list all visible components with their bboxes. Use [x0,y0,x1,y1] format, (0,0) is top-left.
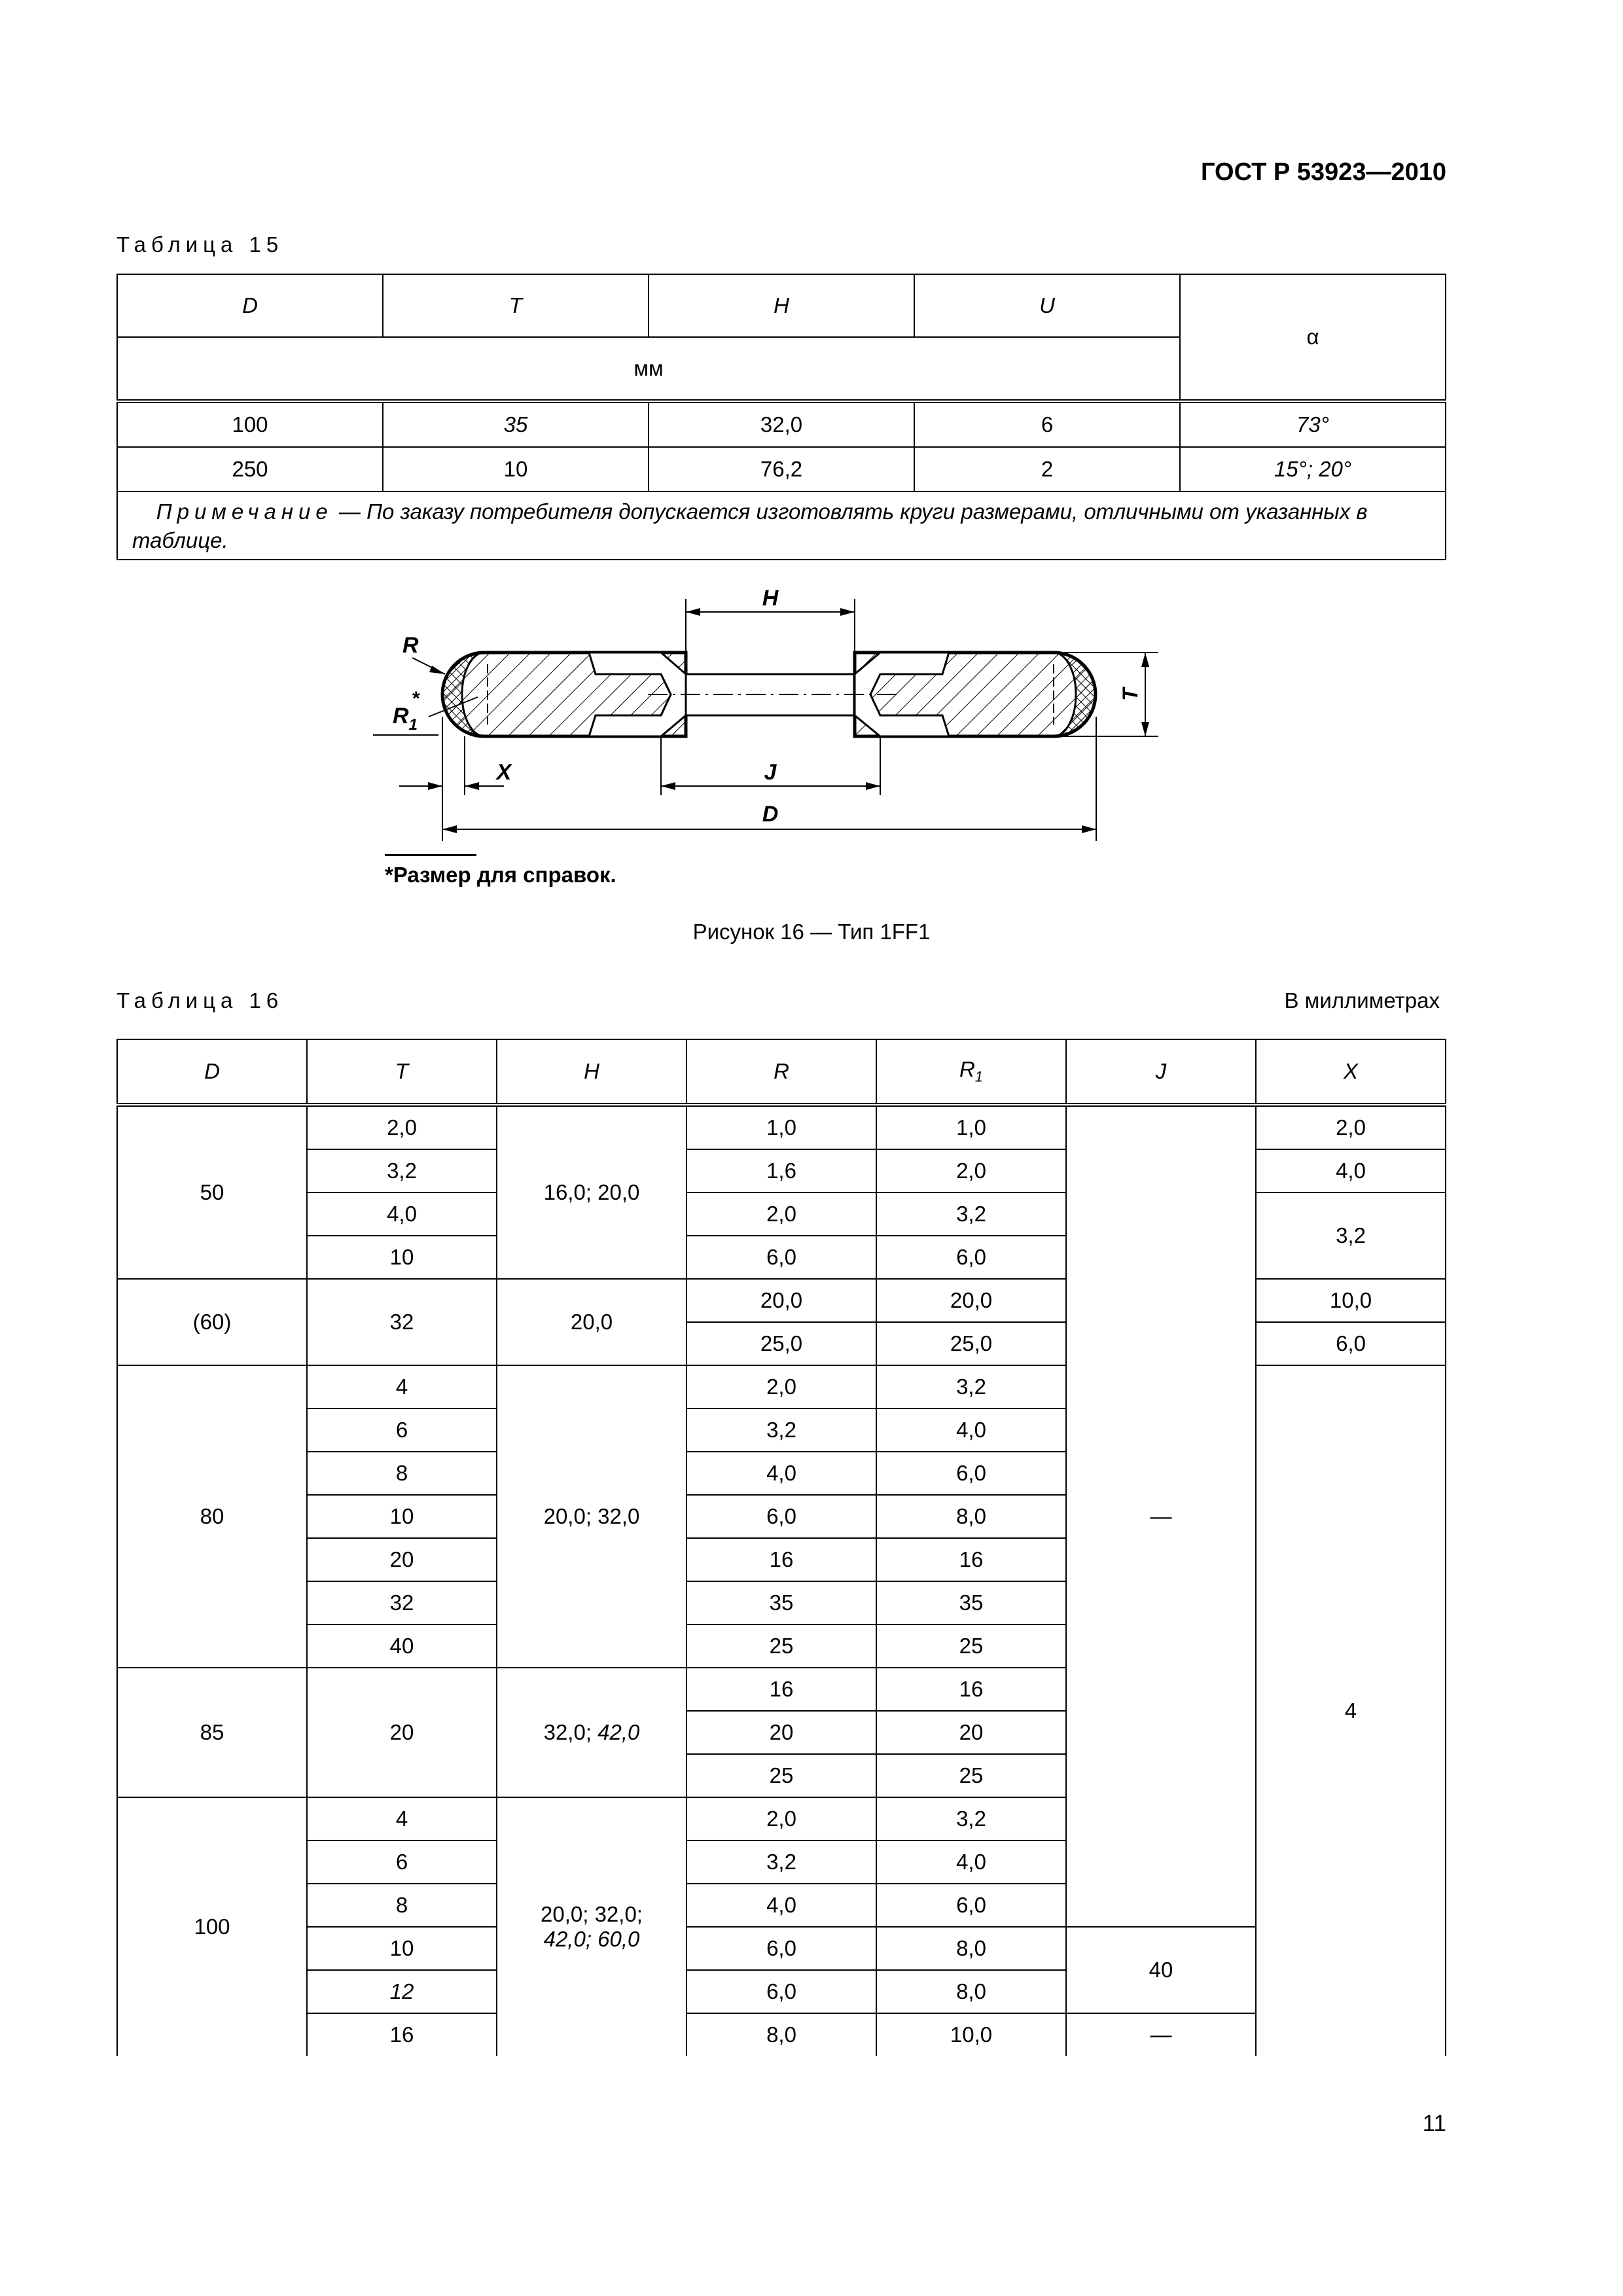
table-row [117,1927,1446,1970]
cell-R: 6,0 [687,1970,876,2013]
cell-R1: 8,0 [876,1495,1066,1538]
cell-R: 20,0 [687,1279,876,1322]
cell-X: 6,0 [1256,1322,1446,1365]
cell-J: — [1066,2013,1256,2056]
cell-R1: 6,0 [876,1452,1066,1495]
t16-header-X: X [1256,1039,1446,1105]
t16-header-H: H [497,1039,687,1105]
cell-R1: 3,2 [876,1365,1066,1408]
cell-R: 20 [687,1711,876,1754]
label-star: * [412,688,420,709]
label-X: X [496,760,512,785]
table-row [117,1105,1446,1149]
table16-caption: Таблица 16 [116,988,284,1013]
t15-note-text: — По заказу потребителя допускается изготовлять круги размерами, отличными от указанных в таблице. [132,499,1368,552]
cell-D: 80 [117,1365,307,1668]
table-row [117,2013,1446,2056]
cell-T: 4 [307,1797,497,1840]
label-D: D [762,802,779,827]
t15-header-U: U [914,274,1180,337]
label-R1: $R_1$ [393,704,418,734]
cell-R: 3,2 [687,1408,876,1452]
table15-caption: Таблица 15 [116,232,284,257]
table-row [117,447,1446,492]
t16-header-R1: $R_1$ [876,1039,1066,1105]
t15-note-label: Примечание [156,499,333,524]
t15-header-T: T [383,274,649,337]
cell-R1: 2,0 [876,1149,1066,1193]
cell-R: 16 [687,1538,876,1581]
cell-R: 3,2 [687,1840,876,1884]
cell-T: 4,0 [307,1193,497,1236]
t16-header-J: J [1066,1039,1256,1105]
cell-R: 6,0 [687,1495,876,1538]
page-number: 11 [1422,2111,1446,2136]
cell-H: 20,0 [497,1279,687,1365]
cell-R1: 16 [876,1538,1066,1581]
cell-R: 8,0 [687,2013,876,2056]
cell-R1: 20 [876,1711,1066,1754]
cell-X: 4,0 [1256,1149,1446,1193]
cell-R1: 16 [876,1668,1066,1711]
cell-T: 3,2 [307,1149,497,1193]
table16 [116,1039,1446,2056]
cell-X: 3,2 [1256,1193,1446,1279]
cell-D: 85 [117,1668,307,1797]
cell-R: 25 [687,1624,876,1668]
cell-T: 12 [307,1970,497,2013]
cell-X: 10,0 [1256,1279,1446,1322]
cell-R: 6,0 [687,1236,876,1279]
figure-1ff1-drawing [373,586,1158,861]
cell-D: 100 [117,1797,307,2056]
table-cell: 35 [383,401,649,447]
table-row [117,401,1446,447]
table-cell: 250 [117,447,383,492]
cell-X: 2,0 [1256,1105,1446,1149]
cell-T: 32 [307,1279,497,1365]
footnote-rule [385,854,476,856]
label-T: T [1118,688,1142,701]
t15-unit: мм [117,337,1180,401]
cell-R1: 4,0 [876,1408,1066,1452]
cell-R1: 3,2 [876,1797,1066,1840]
cell-R1: 6,0 [876,1884,1066,1927]
cell-T: 10 [307,1927,497,1970]
cell-R: 4,0 [687,1884,876,1927]
cell-T: 2,0 [307,1105,497,1149]
cell-R1: 8,0 [876,1927,1066,1970]
cell-R: 1,0 [687,1105,876,1149]
table-cell: 15°; 20° [1180,447,1446,492]
cell-T: 40 [307,1624,497,1668]
cell-R1: 25,0 [876,1322,1066,1365]
figure-footnote: *Размер для справок. [385,863,616,887]
t16-header-D: D [117,1039,307,1105]
cell-D: 50 [117,1105,307,1279]
cell-T: 6 [307,1408,497,1452]
table-cell: 6 [914,401,1180,447]
cell-R1: 35 [876,1581,1066,1624]
cell-R: 16 [687,1668,876,1711]
table16-units: В миллиметрах [1284,988,1440,1013]
cell-H: 16,0; 20,0 [497,1105,687,1279]
cell-T: 20 [307,1538,497,1581]
cell-T: 4 [307,1365,497,1408]
t15-note [117,492,1446,560]
table-cell: 100 [117,401,383,447]
table-cell: 76,2 [649,447,914,492]
label-R: R [402,633,419,658]
cell-R1: 25 [876,1624,1066,1668]
label-J: J [764,760,777,785]
cell-J: 40 [1066,1927,1256,2013]
label-H: H [762,586,779,611]
t16-header-R: R [687,1039,876,1105]
table-cell: 73° [1180,401,1446,447]
cell-R: 2,0 [687,1365,876,1408]
cell-R: 35 [687,1581,876,1624]
cell-T: 8 [307,1452,497,1495]
cell-T: 10 [307,1495,497,1538]
cell-J: — [1066,1105,1256,1927]
cell-R: 6,0 [687,1927,876,1970]
cell-R1: 8,0 [876,1970,1066,2013]
table-cell: 32,0 [649,401,914,447]
cell-R1: 4,0 [876,1840,1066,1884]
cell-R: 2,0 [687,1797,876,1840]
cell-T: 20 [307,1668,497,1797]
table15 [116,274,1446,560]
cell-R1: 10,0 [876,2013,1066,2056]
cell-R: 1,6 [687,1149,876,1193]
cell-R: 2,0 [687,1193,876,1236]
cell-H: 32,0; 42,0 [497,1668,687,1797]
cell-T: 16 [307,2013,497,2056]
table-cell: 10 [383,447,649,492]
cell-R: 25,0 [687,1322,876,1365]
cell-R1: 25 [876,1754,1066,1797]
cell-T: 10 [307,1236,497,1279]
document-code: ГОСТ Р 53923—2010 [1201,158,1446,186]
cell-D: (60) [117,1279,307,1365]
cell-T: 32 [307,1581,497,1624]
cell-X: 4 [1256,1365,1446,2056]
t15-header-D: D [117,274,383,337]
cell-H: 20,0; 32,0 [497,1365,687,1668]
t15-header-H: H [649,274,914,337]
t16-header-T: T [307,1039,497,1105]
cell-R1: 3,2 [876,1193,1066,1236]
table-cell: 2 [914,447,1180,492]
figure-caption: Рисунок 16 — Тип 1FF1 [692,920,931,944]
cell-R1: 6,0 [876,1236,1066,1279]
cell-T: 8 [307,1884,497,1927]
cell-H: 20,0; 32,0; 42,0; 60,0 [497,1797,687,2056]
cell-R: 25 [687,1754,876,1797]
cell-T: 6 [307,1840,497,1884]
t15-header-alpha: α [1180,274,1446,401]
cell-R: 4,0 [687,1452,876,1495]
cell-R1: 20,0 [876,1279,1066,1322]
cell-R1: 1,0 [876,1105,1066,1149]
